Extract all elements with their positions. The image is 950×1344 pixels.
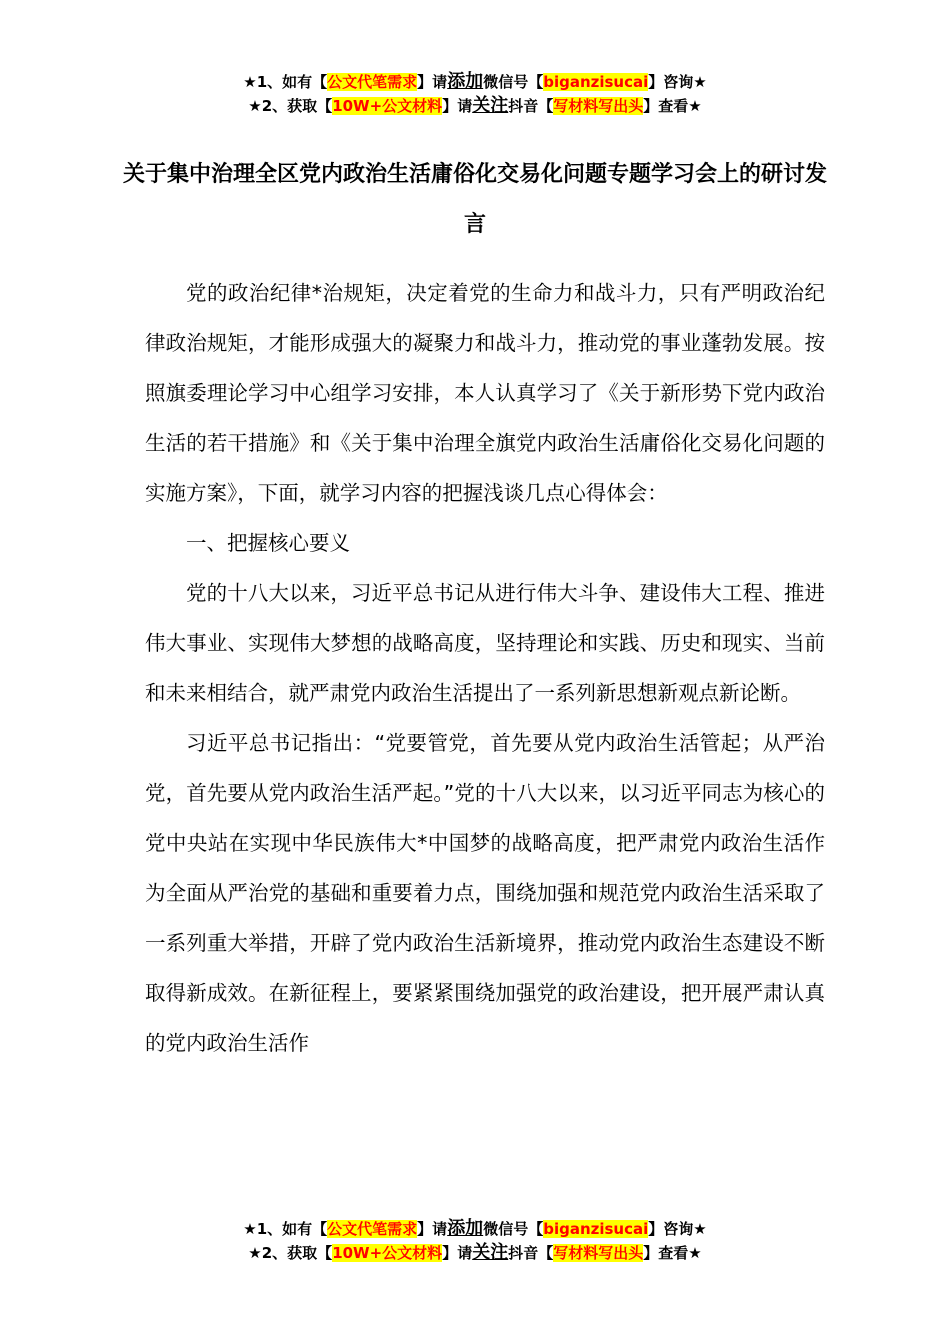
banner-highlight: 公文代笔需求 — [327, 1220, 418, 1238]
banner-emphasis: 关注 — [472, 95, 509, 116]
banner-highlight: 写材料写出头 — [553, 97, 644, 115]
document-body — [145, 268, 825, 1068]
footer-banner — [0, 1217, 950, 1265]
banner-emphasis: 关注 — [472, 1242, 509, 1263]
paragraph: 党的政治纪律*治规矩，决定着党的生命力和战斗力，只有严明政治纪律政治规矩，才能形成强大的凝聚力和战斗力，推动党的事业蓬勃发展。按照旗委理论学习中心组学习安排，本人认真学习了《关于新形势下党内政治生活的若干措施》和《关于集中治理全旗党内政治生活庸俗化交易化问题的实施方案》，下面，就学习内容的把握浅谈几点心得体会： — [145, 281, 825, 505]
banner-emphasis: 添加 — [447, 71, 484, 92]
banner-highlight: biganzisucai — [543, 1220, 649, 1238]
paragraph: 习近平总书记指出：“党要管党，首先要从党内政治生活管起；从严治党，首先要从党内政治生活严起。”党的十八大以来，以习近平同志为核心的党中央站在实现中华民族伟大*中国梦的战略高度，把严肃党内政治生活作为全面从严治党的基础和重要着力点，围绕加强和规范党内政治生活采取了一系列重大举措，开辟了党内政治生活新境界，推动党内政治生态建设不断取得新成效。在新征程上，要紧紧围绕加强党的政治建设，把开展严肃认真的党内政治生活作 — [145, 731, 825, 1055]
header-banner — [0, 70, 950, 118]
banner-highlight: 公文代笔需求 — [327, 73, 418, 91]
banner-highlight: biganzisucai — [543, 73, 649, 91]
document-title: 关于集中治理全区党内政治生活庸俗化交易化问题专题学习会上的研讨发言 — [122, 162, 827, 237]
section-heading: 一、把握核心要义 — [186, 531, 350, 555]
banner-highlight: 10W+公文材料 — [332, 97, 443, 115]
banner-emphasis: 添加 — [447, 1218, 484, 1239]
banner-line-1: ★1、如有【公文代笔需求】请添加微信号【biganzisucai】咨询★ — [243, 1218, 707, 1239]
banner-highlight: 写材料写出头 — [553, 1244, 644, 1262]
banner-highlight: 10W+公文材料 — [332, 1244, 443, 1262]
paragraph: 党的十八大以来，习近平总书记从进行伟大斗争、建设伟大工程、推进伟大事业、实现伟大梦想的战略高度，坚持理论和实践、历史和现实、当前和未来相结合，就严肃党内政治生活提出了一系列新思想新观点新论断。 — [145, 581, 825, 705]
banner-line-2: ★2、获取【10W+公文材料】请关注抖音【写材料写出头】查看★ — [248, 1242, 702, 1263]
banner-line-2: ★2、获取【10W+公文材料】请关注抖音【写材料写出头】查看★ — [248, 95, 702, 116]
banner-line-1: ★1、如有【公文代笔需求】请添加微信号【biganzisucai】咨询★ — [243, 71, 707, 92]
